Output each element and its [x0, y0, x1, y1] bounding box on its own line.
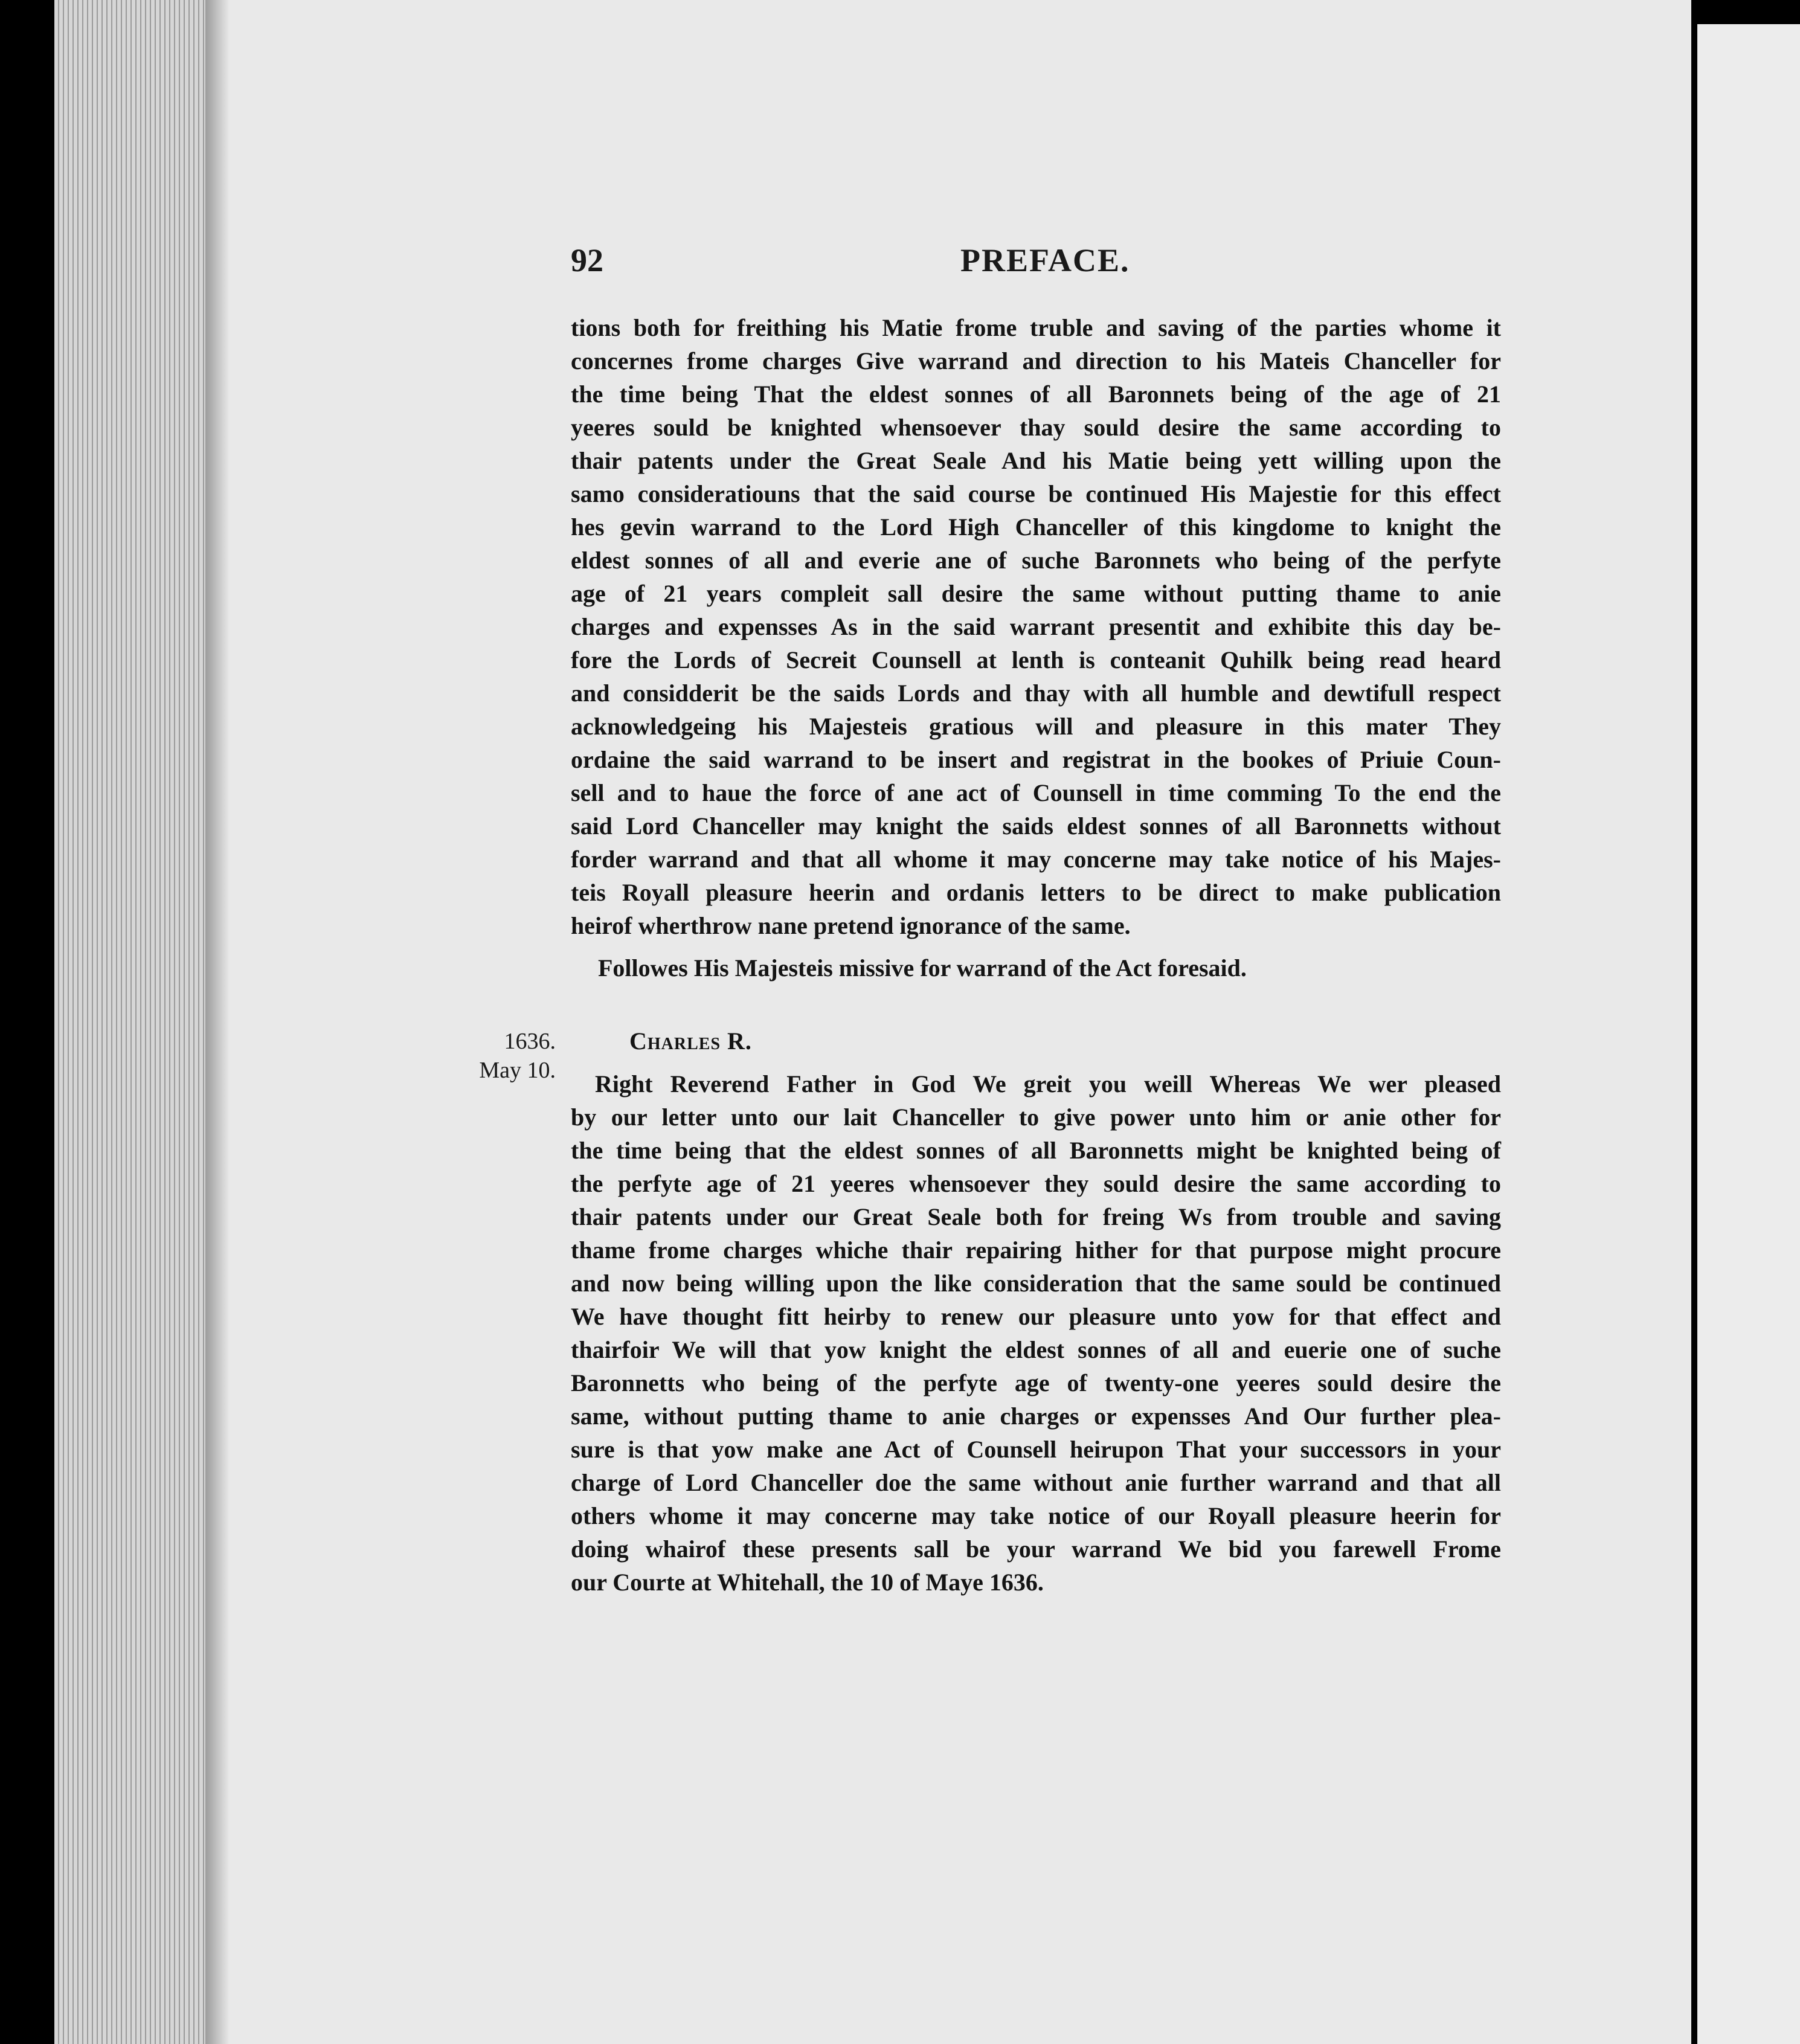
letter-line: thairfoir We will that yow knight the eldest sonnes of all and euerie one of suche [571, 1336, 1501, 1363]
running-head [571, 242, 1501, 290]
letter-line: thair patents under our Great Seale both for freing Ws from trouble and saving [571, 1203, 1501, 1230]
paragraph-1-line: charges and expensses As in the said warrant presentit and exhibite this day be- [571, 613, 1501, 640]
letter-line: same, without putting thame to anie charges or expensses And Our further plea- [571, 1403, 1501, 1430]
paragraph-1-line: concernes frome charges Give warrand and direction to his Mateis Chanceller for [571, 347, 1501, 374]
margin-note-year: 1636. [504, 1029, 556, 1054]
letter-line: sure is that yow make ane Act of Counsell heirupon That your successors in your [571, 1436, 1501, 1463]
paragraph-2-text: Followes His Majesteis missive for warrand of the Act foresaid. [598, 954, 1247, 982]
paragraph-1-line: sell and to haue the force of ane act of Counsell in time comming To the end the [571, 779, 1501, 806]
letter-line: Baronnetts who being of the perfyte age of twenty-one yeeres sould desire the [571, 1369, 1501, 1396]
paragraph-1-line: hes gevin warrand to the Lord High Chanceller of this kingdome to knight the [571, 513, 1501, 541]
letter-line: the time being that the eldest sonnes of all Baronnetts might be knighted being of [571, 1137, 1501, 1164]
running-title: PREFACE. [960, 242, 1130, 278]
paragraph-1-line: teis Royall pleasure heerin and ordanis letters to be direct to make publication [571, 879, 1501, 906]
paragraph-1-line: samo consideratiouns that the said course be continued His Majestie for this effect [571, 480, 1501, 507]
paragraph-1-line: ordaine the said warrand to be insert and registrat in the bookes of Priuie Coun- [571, 746, 1501, 773]
facing-page-edge [1697, 24, 1800, 2044]
letter-line: thame frome charges whiche thair repairing hither for that purpose might procure [571, 1236, 1501, 1264]
letter-line: Right Reverend Father in God We greit you weill Whereas We wer pleased [595, 1070, 1501, 1098]
paragraph-2 [598, 951, 1501, 985]
letter-line: charge of Lord Chanceller doe the same without anie further warrand and that all [571, 1469, 1501, 1496]
paragraph-1-line: tions both for freithing his Matie frome truble and saving of the parties whome it [571, 314, 1501, 341]
paragraph-1 [571, 311, 1501, 942]
margin-note [465, 1027, 556, 1085]
paragraph-1-line: age of 21 years compleit sall desire the same without putting thame to anie [571, 580, 1501, 607]
letter-line: the perfyte age of 21 yeeres whensoever they sould desire the same according to [571, 1170, 1501, 1197]
page-number: 92 [571, 242, 603, 278]
paragraph-1-line: and considderit be the saids Lords and thay with all humble and dewtifull respect [571, 680, 1501, 707]
margin-note-date: May 10. [479, 1058, 556, 1083]
letter-line: We have thought fitt heirby to renew our pleasure unto yow for that effect and [571, 1303, 1501, 1330]
paragraph-1-line: acknowledgeing his Majesteis gratious will and pleasure in this mater They [571, 713, 1501, 740]
letter-signature: Charles R. [629, 1027, 752, 1055]
paragraph-1-line: heirof wherthrow nane pretend ignorance of the same. [571, 912, 1131, 939]
letter-body [571, 1067, 1501, 1599]
paragraph-1-line: eldest sonnes of all and everie ane of suche Baronnets who being of the perfyte [571, 547, 1501, 574]
letter-line: our Courte at Whitehall, the 10 of Maye 1636. [571, 1569, 1044, 1596]
paragraph-1-line: forder warrand and that all whome it may concerne may take notice of his Majes- [571, 846, 1501, 873]
paragraph-1-line: yeeres sould be knighted whensoever thay sould desire the same according to [571, 414, 1501, 441]
letter-line: by our letter unto our lait Chanceller to give power unto him or anie other for [571, 1104, 1501, 1131]
paragraph-1-line: thair patents under the Great Seale And his Matie being yett willing upon the [571, 447, 1501, 474]
letter-line: doing whairof these presents sall be your warrand We bid you farewell Frome [571, 1535, 1501, 1563]
letter-line: others whome it may concerne may take notice of our Royall pleasure heerin for [571, 1502, 1501, 1529]
page-sheet [205, 0, 1691, 2044]
gutter-shadow [205, 0, 230, 2044]
page-edges [54, 0, 211, 2044]
paragraph-1-line: the time being That the eldest sonnes of all Baronnets being of the age of 21 [571, 381, 1501, 408]
paragraph-1-line: fore the Lords of Secreit Counsell at lenth is conteanit Quhilk being read heard [571, 646, 1501, 673]
paragraph-1-line: said Lord Chanceller may knight the saids eldest sonnes of all Baronnetts without [571, 812, 1501, 840]
letter-line: and now being willing upon the like consideration that the same sould be continued [571, 1270, 1501, 1297]
